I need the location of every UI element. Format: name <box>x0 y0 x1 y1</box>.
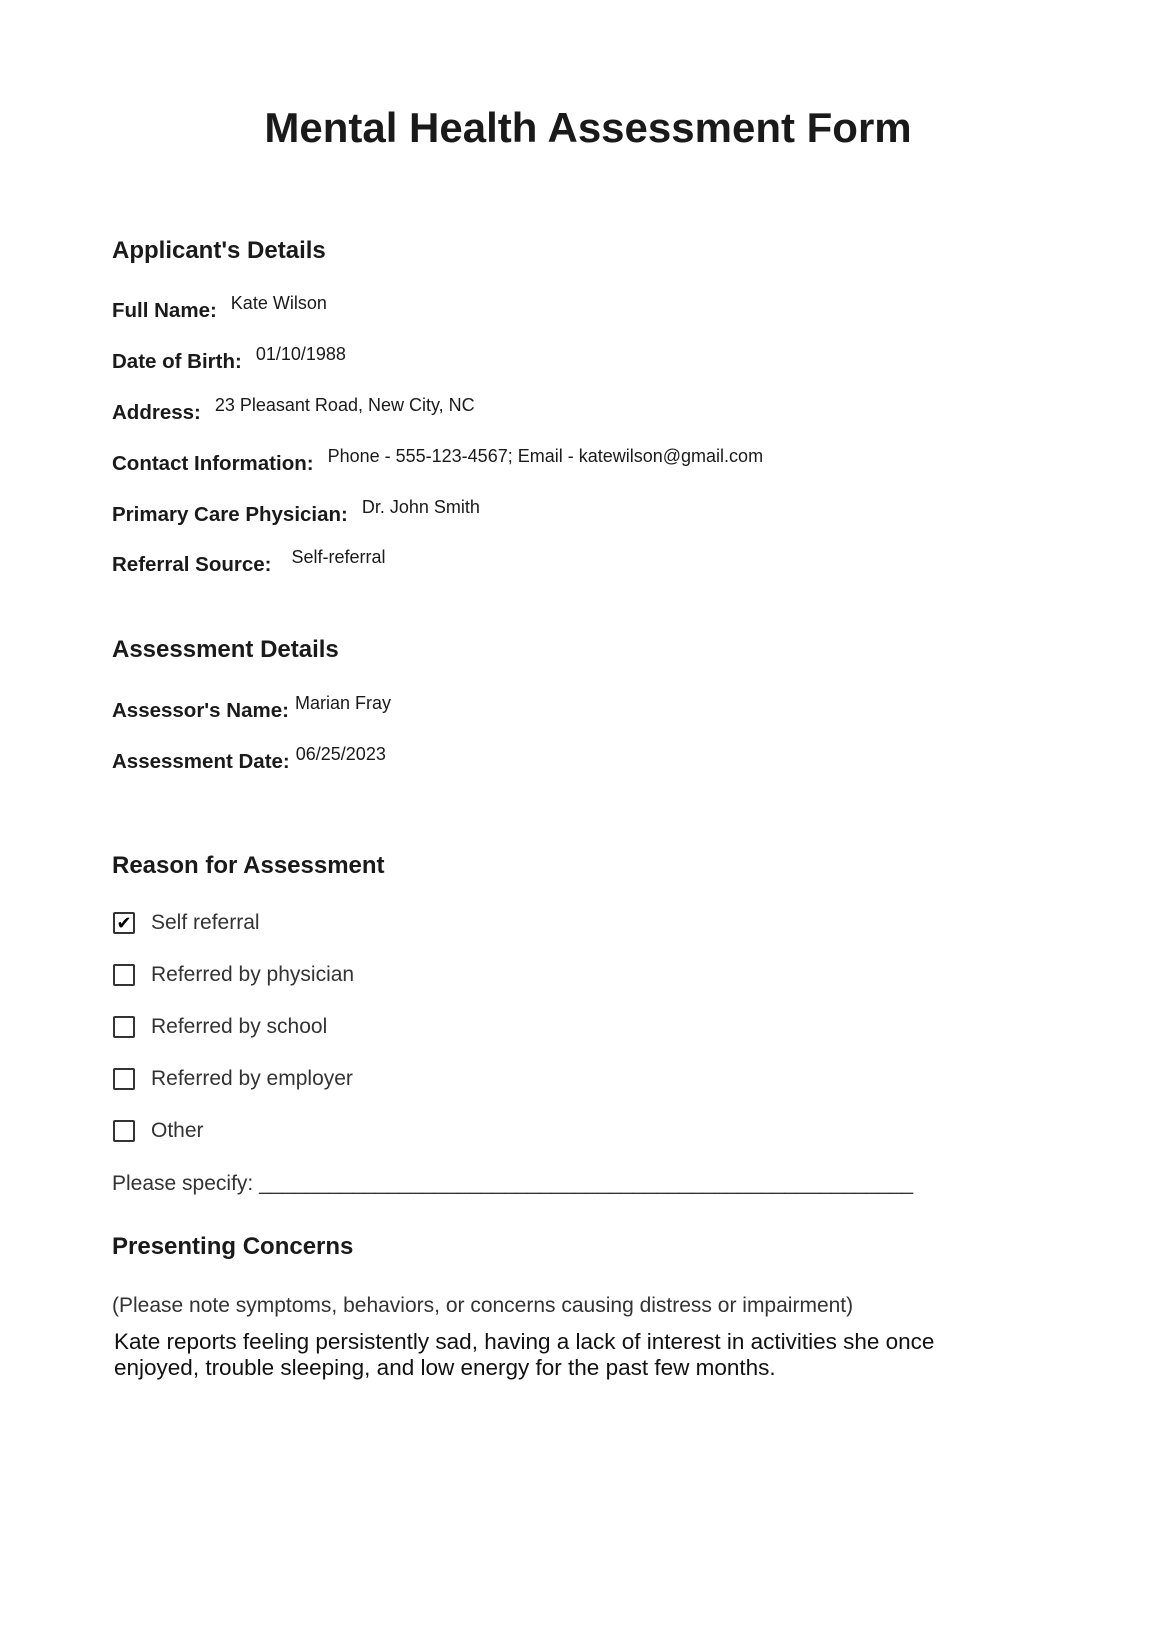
field-label: Assessor's Name: <box>112 699 289 722</box>
concerns-text[interactable]: Kate reports feeling persistently sad, having a lack of interest in activities she once enjoyed, trouble sleeping, and low energy for the past few months. <box>114 1329 935 1380</box>
field-label: Date of Birth: <box>112 350 242 373</box>
field-value[interactable]: Dr. John Smith <box>361 497 480 517</box>
checkbox[interactable] <box>113 1120 135 1142</box>
field-label: Address: <box>112 401 201 424</box>
option-other[interactable] <box>113 1119 204 1143</box>
field-value[interactable]: Self-referral <box>291 547 386 567</box>
assessment-details-heading: Assessment Details <box>112 636 339 663</box>
checkbox-checked[interactable]: ✔ <box>113 912 135 934</box>
field-value[interactable]: 06/25/2023 <box>295 744 386 764</box>
field-assessment-date <box>112 744 386 774</box>
field-address <box>112 395 475 425</box>
option-referred-by-physician[interactable] <box>113 963 354 987</box>
checkbox[interactable] <box>113 964 135 986</box>
page-title: Mental Health Assessment Form <box>264 104 912 151</box>
option-referred-by-employer[interactable] <box>113 1067 353 1091</box>
concerns-instruction: (Please note symptoms, behaviors, or concerns causing distress or impairment) <box>112 1294 854 1317</box>
field-contact-information <box>112 446 763 476</box>
field-date-of-birth <box>112 344 346 374</box>
option-label: Referred by school <box>151 1015 328 1038</box>
option-label: Other <box>151 1119 204 1142</box>
field-referral-source <box>112 547 386 577</box>
field-value[interactable]: Phone - 555-123-4567; Email - katewilson@gmail.com <box>327 446 764 466</box>
reason-heading: Reason for Assessment <box>112 852 385 879</box>
field-label: Full Name: <box>112 299 217 322</box>
field-full-name <box>112 293 327 323</box>
please-specify-field[interactable]: Please specify: ________________________________________________________ <box>112 1172 914 1195</box>
option-label: Referred by employer <box>151 1067 353 1090</box>
field-label: Contact Information: <box>112 452 314 475</box>
field-primary-care-physician <box>112 497 480 527</box>
applicant-details-heading: Applicant's Details <box>112 237 326 264</box>
option-label: Referred by physician <box>151 963 355 986</box>
field-label: Referral Source: <box>112 553 272 576</box>
checkbox[interactable] <box>113 1016 135 1038</box>
field-assessor-name <box>112 693 391 723</box>
presenting-concerns-heading: Presenting Concerns <box>112 1233 354 1260</box>
field-value[interactable]: Kate Wilson <box>230 293 327 313</box>
field-value[interactable]: 23 Pleasant Road, New City, NC <box>214 395 475 415</box>
option-referred-by-school[interactable] <box>113 1015 327 1039</box>
option-label: Self referral <box>151 911 260 934</box>
field-value[interactable]: 01/10/1988 <box>255 344 346 364</box>
checkbox[interactable] <box>113 1068 135 1090</box>
option-self-referral[interactable] <box>113 911 260 935</box>
field-label: Assessment Date: <box>112 750 290 773</box>
field-label: Primary Care Physician: <box>112 503 348 526</box>
field-value[interactable]: Marian Fray <box>294 693 391 713</box>
